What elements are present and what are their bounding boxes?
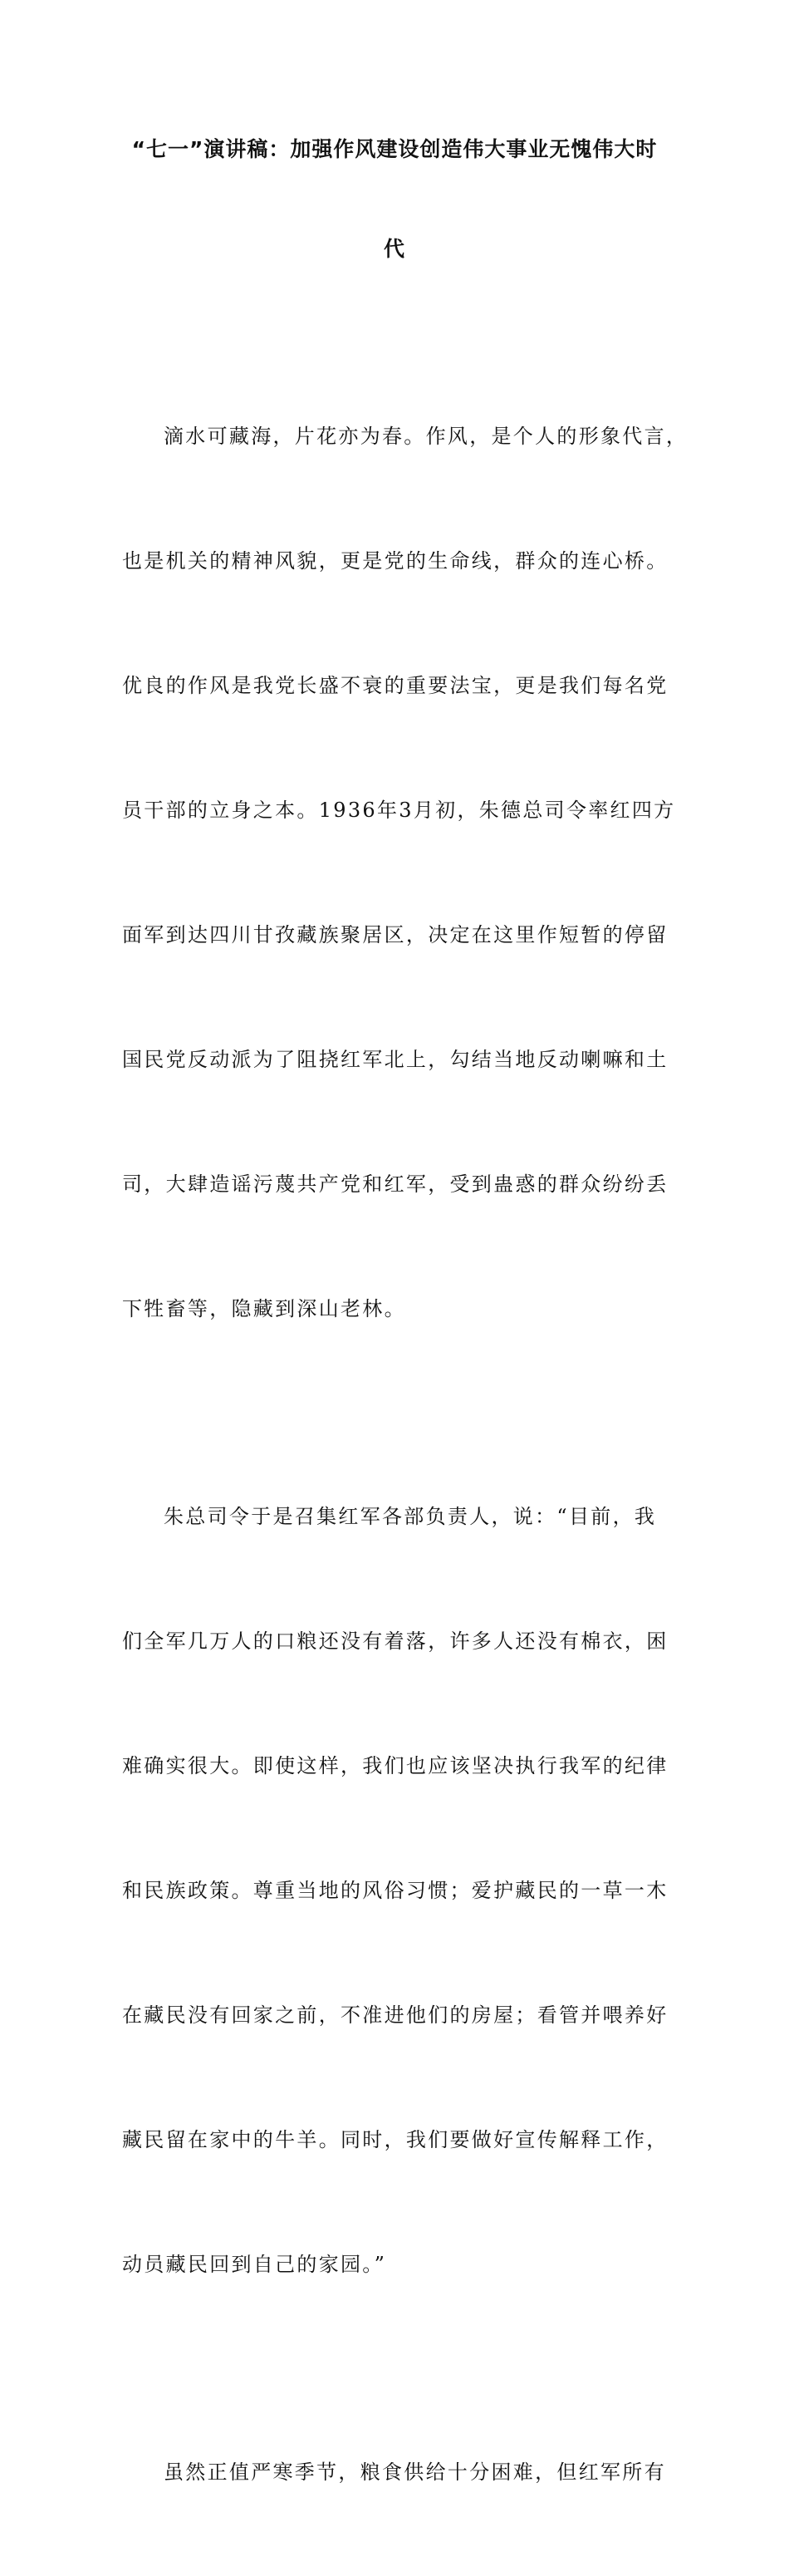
document-title-line-1: “七一”演讲稿：加强作风建设创造伟大事业无愧伟大时 xyxy=(131,137,658,161)
text-line: 朱总司令于是召集红军各部负责人，说：“目前，我 xyxy=(164,1505,657,1528)
text-line: 藏民留在家中的牛羊。同时，我们要做好宣传解释工作， xyxy=(122,2128,669,2151)
text-line: 在藏民没有回家之前，不准进他们的房屋；看管并喂养好 xyxy=(122,2003,669,2027)
paragraph-2 xyxy=(122,1413,670,2368)
text-line: 优良的作风是我党长盛不衰的重要法宝，更是我们每名党 xyxy=(122,674,669,697)
text-line: 面军到达四川甘孜藏族聚居区，决定在这里作短暂的停留 xyxy=(122,923,669,946)
text-line: 们全军几万人的口粮还没有着落，许多人还没有棉衣，困 xyxy=(122,1630,669,1653)
paragraph-1 xyxy=(122,332,689,1413)
text-line: 司，大肆造谣污蔑共产党和红军，受到蛊惑的群众纷纷丢 xyxy=(122,1172,669,1196)
text-line: 国民党反动派为了阻挠红军北上，勾结当地反动喇嘛和土 xyxy=(122,1048,669,1071)
text-line: 下牲畜等，隐藏到深山老林。 xyxy=(122,1297,406,1320)
text-line: 动员藏民回到自己的家园。” xyxy=(122,2253,387,2276)
document-body xyxy=(122,332,689,2576)
text-line: 也是机关的精神风貌，更是党的生命线，群众的连心桥。 xyxy=(122,549,669,573)
text-line: 虽然正值严寒季节，粮食供给十分困难，但红军所有 xyxy=(164,2460,666,2484)
text-line: 滴水可藏海，片花亦为春。作风，是个人的形象代言， xyxy=(164,425,689,448)
text-line: 难确实很大。即使这样，我们也应该坚决执行我军的纪律 xyxy=(122,1754,669,1777)
paragraph-3 xyxy=(122,2368,670,2576)
text-line: 员干部的立身之本。1936年3月初，朱德总司令率红四方 xyxy=(122,799,676,822)
document-title-line-2: 代 xyxy=(383,237,405,261)
text-line: 和民族政策。尊重当地的风俗习惯；爱护藏民的一草一木 xyxy=(122,1879,669,1902)
